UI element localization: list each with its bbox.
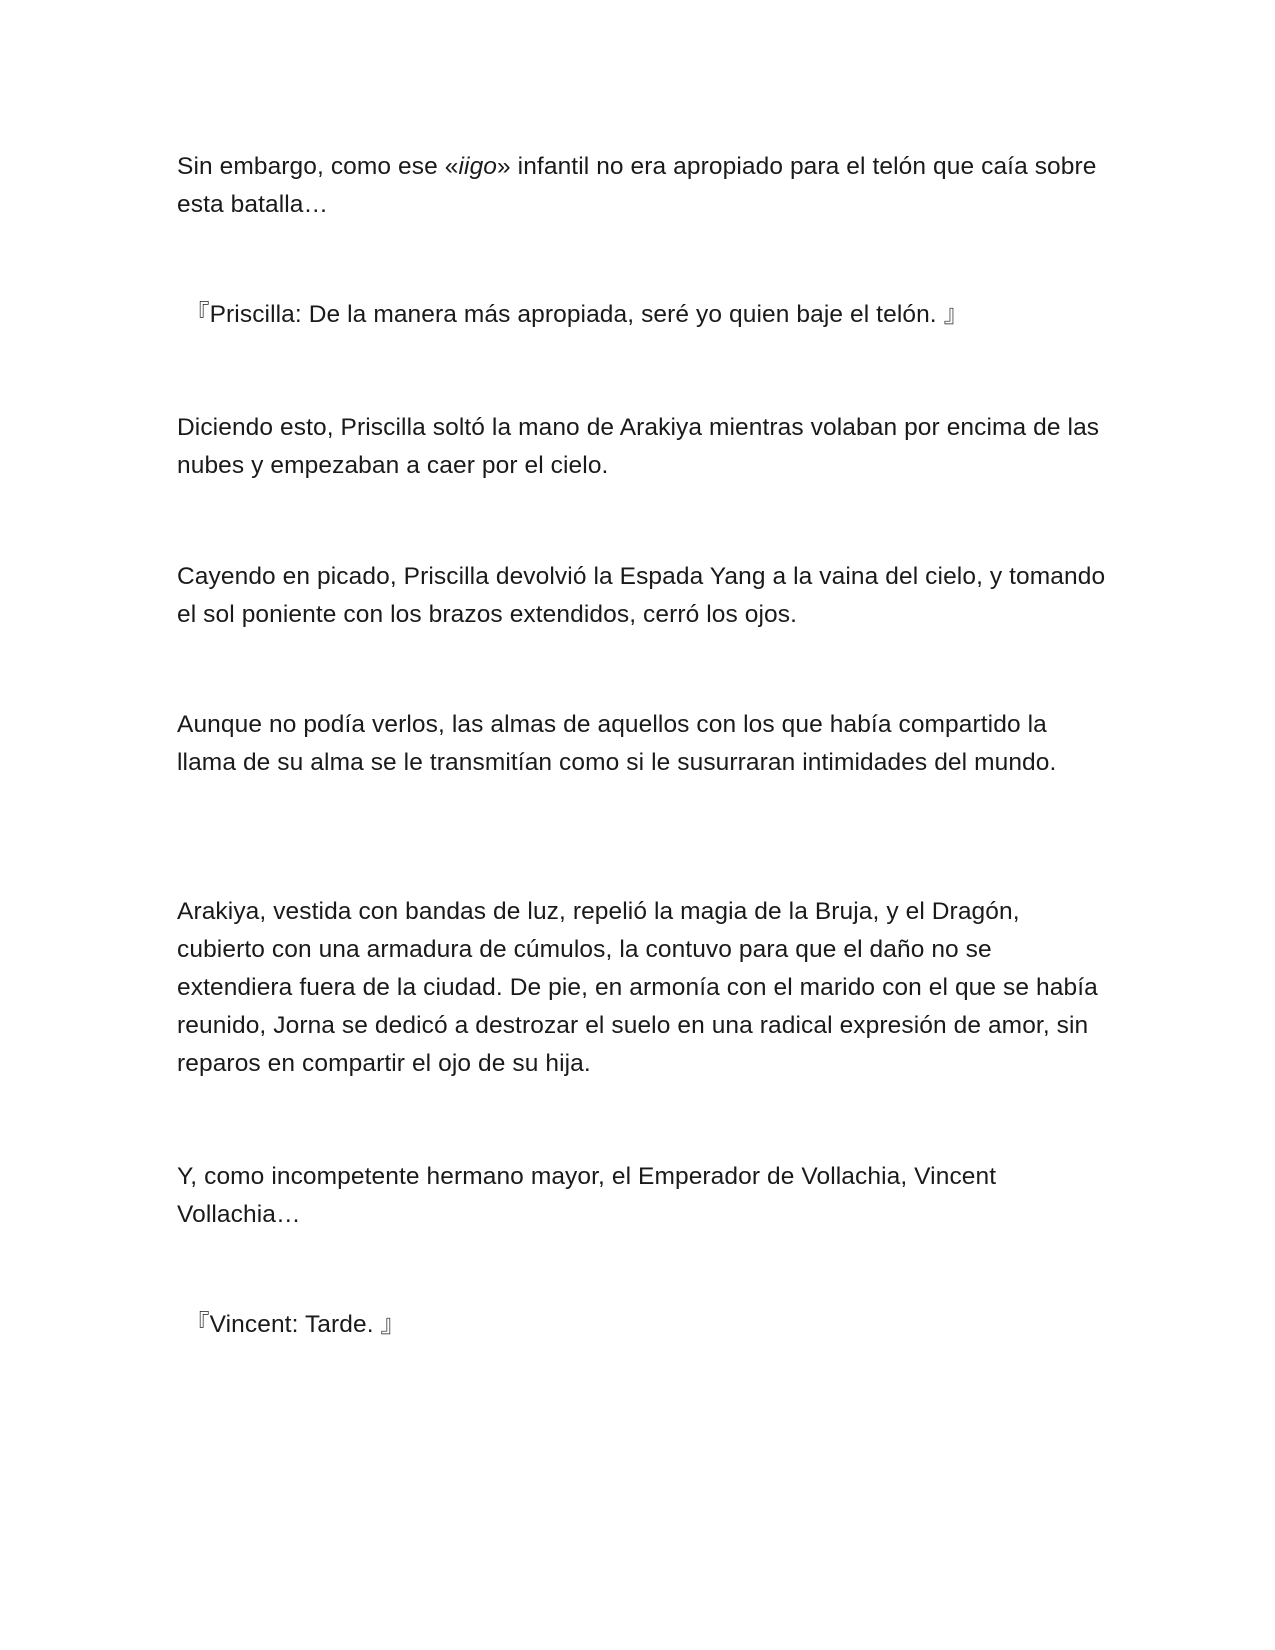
paragraph-iigo-before: Sin embargo, como ese « (177, 153, 459, 180)
paragraph-iigo-emphasis: iigo (458, 153, 498, 180)
paragraph-yang-sword: Cayendo en picado, Priscilla devolvió la Espada Yang a la vaina del cielo, y tomando el sol poniente con los brazos extendidos, cerró los ojos. (177, 563, 1106, 628)
paragraph-iigo (177, 148, 1107, 224)
dialogue-priscilla: 『Priscilla: De la manera más apropiada, seré yo quien baje el telón. 』 (185, 301, 969, 328)
paragraph-emperor: Y, como incompetente hermano mayor, el Emperador de Vollachia, Vincent Vollachia… (177, 1163, 997, 1228)
paragraph-souls: Aunque no podía verlos, las almas de aquellos con los que había compartido la llama de su alma se le transmitían como si le susurraran intimidades del mundo. (177, 711, 1057, 776)
dialogue-vincent: 『Vincent: Tarde. 』 (185, 1311, 406, 1338)
paragraph-iigo-after: » infantil no era apropiado para el telón que caía sobre esta batalla… (177, 153, 1097, 218)
paragraph-arakiya-hand: Diciendo esto, Priscilla soltó la mano de Arakiya mientras volaban por encima de las nubes y empezaban a caer por el cielo. (177, 414, 1100, 479)
paragraph-battle: Arakiya, vestida con bandas de luz, repelió la magia de la Bruja, y el Dragón, cubierto con una armadura de cúmulos, la contuvo para que el daño no se extendiera fuera de la ciudad. De pie, en armonía con el marido con el que se había reunido, Jorna se dedicó a destrozar el suelo en una radical expresión de amor, sin reparos en compartir el ojo de su hija. (177, 898, 1098, 1077)
